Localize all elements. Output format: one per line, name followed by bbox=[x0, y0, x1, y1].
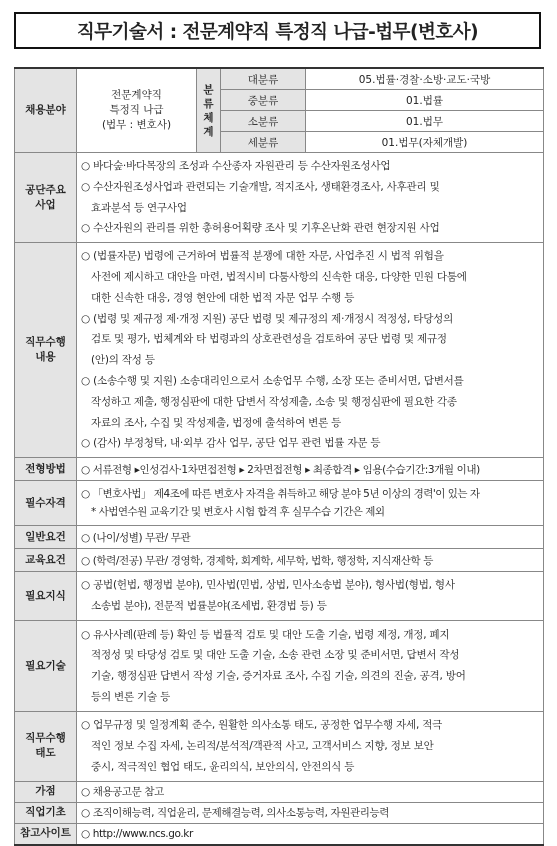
education-content: ○ (학력/전공) 무관/ 경영학, 경제학, 회계학, 세무학, 법학, 행정학, 지식재산학 등 bbox=[77, 549, 544, 572]
content-line: 기술, 행정심판 답변서 작성 기술, 증거자료 조사, 수집 기술, 의견의 진술, 공격, 방어 bbox=[91, 670, 466, 683]
label-process: 전형방법 bbox=[15, 458, 77, 481]
content-line: ○ (법령 및 제규정 제·개정 지원) 공단 법령 및 제규정의 제·개정시 적정성, 타당성의 bbox=[81, 312, 454, 325]
content-line: ○ 수산자원의 관리를 위한 총허용어획량 조사 및 기후온난화 관련 현장지원 사업 bbox=[81, 222, 440, 235]
content-line: ○ 유사사례(판례 등) 확인 등 법률적 검토 및 대안 도출 기술, 법령 제정, 개정, 폐지 bbox=[81, 628, 450, 641]
vertical-char: 체 bbox=[203, 111, 214, 124]
qualification-content bbox=[77, 481, 544, 526]
job-category-line: 전문계약직 bbox=[111, 89, 162, 101]
content-line: 적정성 및 타당성 검토 및 대안 도출 기술, 소송 관련 소장 및 준비서면, 답변서 작성 bbox=[91, 649, 460, 662]
label-reference: 참고사이트 bbox=[15, 823, 77, 845]
middle-class-value: 01.법률 bbox=[306, 90, 544, 111]
sub-class-value: 01.법무(자체개발) bbox=[306, 132, 544, 153]
skills-content bbox=[77, 621, 544, 712]
content-line: ○ 공법(헌법, 행정법 분야), 민사법(민법, 상법, 민사소송법 분야), 형사법(형법, 형사 bbox=[81, 579, 455, 592]
content-line: ○ 「변호사법」 제4조에 따른 변호사 자격을 취득하고 해당 분야 5년 이상의 경력'이 있는 자 bbox=[81, 488, 480, 501]
vertical-char: 계 bbox=[203, 125, 214, 138]
label-field: 채용분야 bbox=[15, 68, 77, 153]
label-duties bbox=[15, 243, 77, 458]
content-line: 작성하고 제출, 행정심판에 대한 답변서 작성제출, 소송 및 행정심판에 필요한 각종 bbox=[91, 395, 457, 408]
content-line: 적인 정보 수집 자세, 논리적/분석적/객관적 사고, 고객서비스 지향, 정보 보안 bbox=[91, 739, 434, 752]
major-class-label: 대분류 bbox=[221, 68, 306, 90]
points-content: ○ 채용공고문 참고 bbox=[77, 781, 544, 802]
job-category-line: 특정직 나급 bbox=[109, 104, 164, 116]
label-points: 가점 bbox=[15, 781, 77, 802]
label-line: 직무수행 bbox=[25, 336, 66, 349]
reference-link[interactable]: ○ http://www.ncs.go.kr bbox=[77, 823, 544, 845]
content-line: ○ (소송수행 및 지원) 소송대리인으로서 소송업무 수행, 소장 또는 준비서면, 답변서를 bbox=[81, 374, 464, 387]
label-basic: 직업기초 bbox=[15, 802, 77, 823]
document-title-box bbox=[14, 12, 541, 49]
label-line: 태도 bbox=[35, 747, 56, 760]
label-attitude bbox=[15, 712, 77, 781]
basic-content: ○ 조직이해능력, 직업윤리, 문제해결능력, 의사소통능력, 자원관리능력 bbox=[77, 802, 544, 823]
minor-class-label: 소분류 bbox=[221, 111, 306, 132]
label-line: 내용 bbox=[35, 351, 56, 364]
label-knowledge: 필요지식 bbox=[15, 572, 77, 621]
content-line: ○ (법률자문) 법령에 근거하여 법률적 분쟁에 대한 자문, 사업추진 시 법적 위험을 bbox=[81, 250, 444, 263]
document-title: 직무기술서 : 전문계약직 특정직 나급-법무(변호사) bbox=[76, 21, 479, 43]
content-line: 자료의 조사, 수집 및 작성제출, 법정에 출석하여 변론 등 bbox=[91, 416, 342, 429]
minor-class-value: 01.법무 bbox=[306, 111, 544, 132]
label-line: 직무수행 bbox=[25, 732, 66, 745]
classification-system-label bbox=[197, 68, 221, 153]
job-category-line: (법무 : 변호사) bbox=[101, 119, 172, 131]
content-line: ○ 바다숲·바다목장의 조성과 수산종자 자원관리 등 수산자원조성사업 bbox=[81, 160, 391, 172]
job-category bbox=[77, 68, 197, 153]
major-class-value: 05.법률·경찰·소방·교도·국방 bbox=[306, 68, 544, 90]
job-description-table bbox=[14, 67, 544, 846]
content-line: 사전에 제시하고 대안을 마련, 법적시비 다툼사항의 신속한 대응, 다양한 민원 다툼에 bbox=[91, 270, 467, 283]
content-line: 중시, 적극적인 협업 태도, 윤리의식, 보안의식, 안전의식 등 bbox=[91, 760, 355, 773]
content-line: * 사법연수원 교육기간 및 변호사 시험 합격 후 실무수습 기간은 제외 bbox=[91, 506, 385, 519]
label-line: 사업 bbox=[35, 198, 56, 211]
content-line: 등의 변론 기술 등 bbox=[91, 690, 171, 703]
content-line: 효과분석 등 연구사업 bbox=[91, 201, 187, 214]
content-line: ○ (감사) 부정청탁, 내·외부 감사 업무, 공단 업무 관련 법률 자문 등 bbox=[81, 437, 381, 450]
content-line: 소송법 분야), 전문적 법률분야(조세법, 환경법 등) 등 bbox=[91, 600, 327, 613]
vertical-char: 분 bbox=[203, 83, 214, 96]
knowledge-content bbox=[77, 572, 544, 621]
content-line: (안)의 작성 등 bbox=[91, 354, 155, 367]
major-business-content bbox=[77, 153, 544, 243]
middle-class-label: 중분류 bbox=[221, 90, 306, 111]
sub-class-label: 세분류 bbox=[221, 132, 306, 153]
general-content: ○ (나이/성별) 무관/ 무관 bbox=[77, 526, 544, 549]
content-line: 검토 및 평가, 법체계와 타 법령과의 상호관련성을 검토하여 공단 법령 및 제규정 bbox=[91, 333, 447, 346]
label-qualification: 필수자격 bbox=[15, 481, 77, 526]
attitude-content bbox=[77, 712, 544, 781]
label-education: 교육요건 bbox=[15, 549, 77, 572]
content-line: ○ 수산자원조성사업과 관련되는 기술개발, 적지조사, 생태환경조사, 사후관리 및 bbox=[81, 180, 440, 193]
label-general: 일반요건 bbox=[15, 526, 77, 549]
label-skills: 필요기술 bbox=[15, 621, 77, 712]
process-content: ○ 서류전형 ▸인성검사·1차면접전형 ▸ 2차면접전형 ▸ 최종합격 ▸ 임용(수습기간:3개월 이내) bbox=[77, 458, 544, 481]
content-line: ○ 업무규정 및 일정계획 준수, 원활한 의사소통 태도, 공정한 업무수행 자세, 적극 bbox=[81, 719, 443, 732]
content-line: 대한 신속한 대응, 경영 현안에 대한 법적 자문 업무 수행 등 bbox=[91, 291, 355, 304]
duties-content bbox=[77, 243, 544, 458]
label-major-business bbox=[15, 153, 77, 243]
vertical-char: 류 bbox=[203, 97, 214, 110]
label-line: 공단주요 bbox=[25, 183, 66, 196]
